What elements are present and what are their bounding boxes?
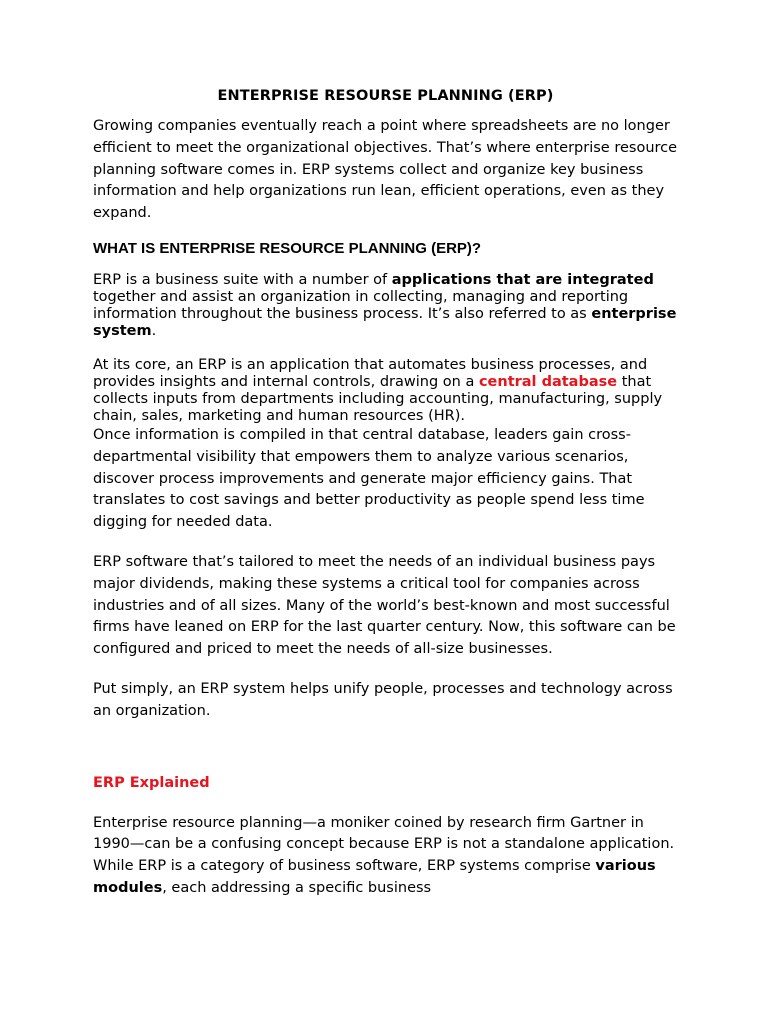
document-title: ENTERPRISE RESOURSE PLANNING (ERP) (217, 88, 554, 104)
core-text-2: that collects inputs from departments including accounting, manufacturing, supply chain, sales, marketing and human resources (HR). (93, 373, 663, 424)
core-continued-paragraph: Once information is compiled in that central database, leaders gain cross-departmental visibility that empowers them to analyze various scenarios, discover process improvements and generate major efficiency gains. That translates to cost savings and better productivity as people spend less time digging for needed data. (93, 426, 645, 531)
tailored-paragraph: ERP software that’s tailored to meet the needs of an individual business pays major dividends, making these systems a critical tool for companies across industries and of all sizes. Many of the world’s best-known and most successful firms have leaned on ERP for the last quarter century. Now, this software can be configured and priced to meet the needs of all-size businesses. (93, 553, 676, 658)
explained-text-2: , each addressing a specific business (162, 879, 432, 896)
document-page (93, 86, 678, 900)
definition-text-3: . (151, 322, 157, 339)
explained-text-1: Enterprise resource planning—a moniker coined by research firm Gartner in 1990—can be a confusing concept because ERP is not a standalone application. While ERP is a category of business software, ERP systems comprise (93, 814, 675, 875)
core-paragraph (93, 357, 678, 425)
definition-bold-enterprise-system: enterprise system (93, 305, 677, 339)
explained-bold-various-modules: various modules (93, 858, 656, 896)
definition-text-2: together and assist an organization in collecting, managing and reporting information throughout the business process. It’s also referred to as (93, 288, 629, 322)
explained-paragraph (93, 813, 678, 900)
definition-text-1: ERP is a business suite with a number of (93, 271, 392, 288)
heading-what-is-erp: WHAT IS ENTERPRISE RESOURCE PLANNING (ERP)? (93, 239, 482, 257)
simply-paragraph: Put simply, an ERP system helps unify people, processes and technology across an organization. (93, 680, 673, 719)
central-database-highlight: central database (478, 373, 618, 390)
definition-bold-integrated: applications that are integrated (391, 271, 654, 288)
definition-paragraph (93, 272, 678, 340)
intro-paragraph: Growing companies eventually reach a point where spreadsheets are no longer efficient to meet the organizational objectives. That’s where enterprise resource planning software comes in. ERP systems collect and organize key business information and help organizations run lean, efficient operations, even as they expand. (93, 118, 678, 222)
heading-erp-explained: ERP Explained (93, 774, 210, 791)
core-text-1: At its core, an ERP is an application that automates business processes, and provides insights and internal controls, drawing on a (93, 356, 648, 390)
